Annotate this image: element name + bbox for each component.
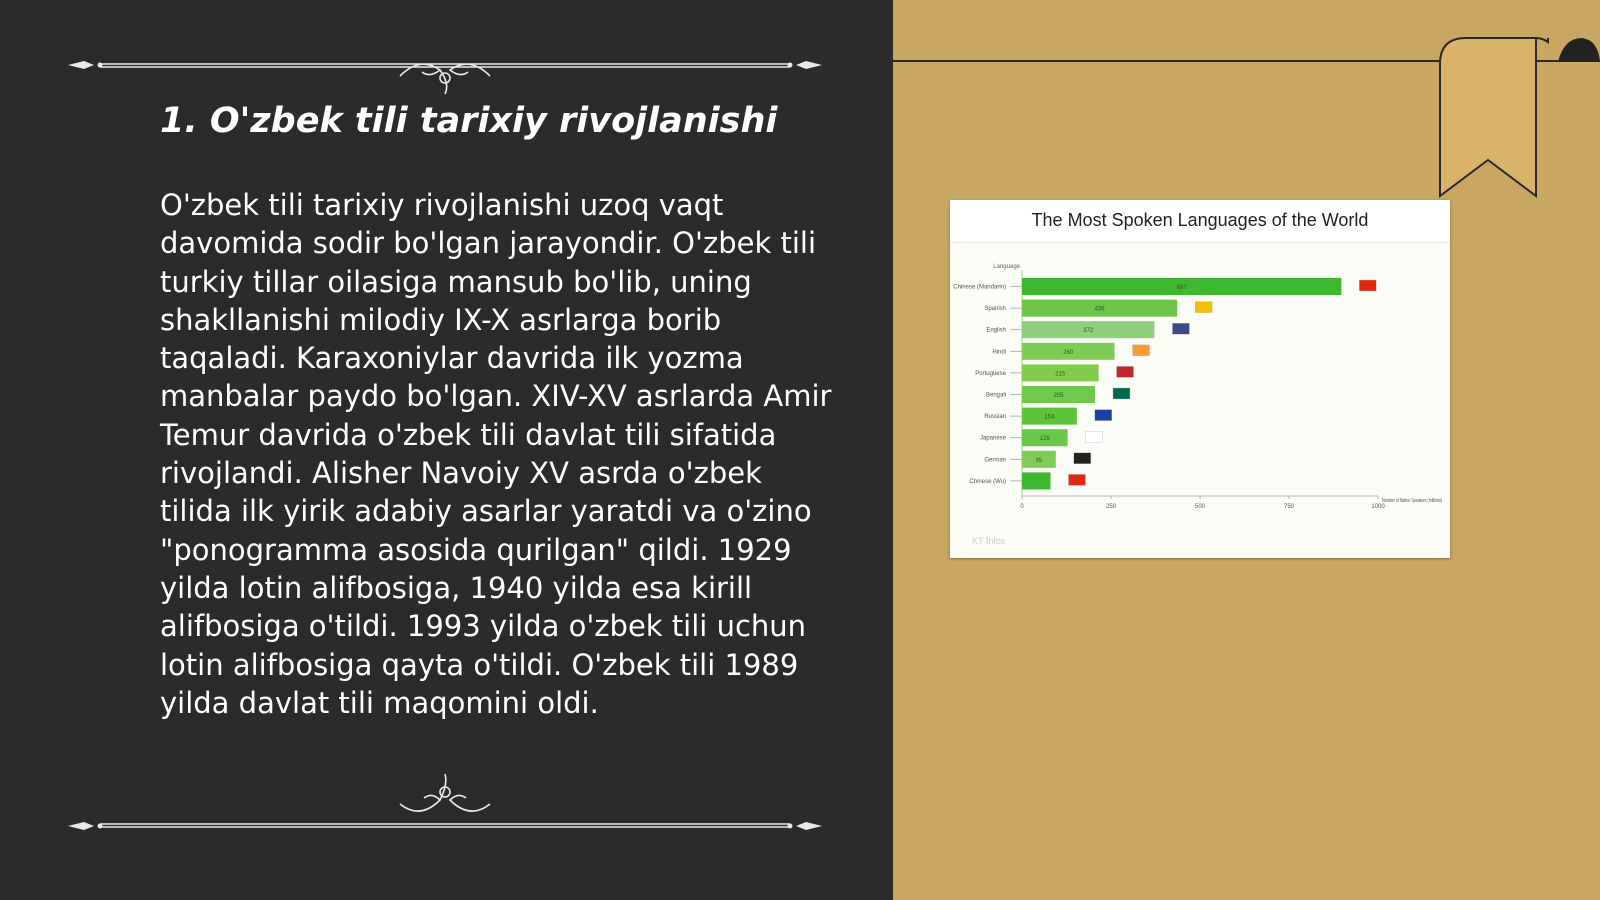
x-axis-label: Number of Native Speakers (millions)	[1382, 498, 1443, 504]
slide-body-text: O'zbek tili tarixiy rivojlanishi uzoq vaqt davomida sodir bo'lgan jarayondir. O'zbek tili turkiy tillar oilasiga mansub bo'lib, uning shakllanishi milodiy IX-X asrlarga borib taqaladi. Karaxoniylar davrida ilk yozma manbalar paydo bo'lgan. XIV-XV asrlarda Amir Temur davrida o'zbek tili davlat tili sifatida rivojlandi. Alisher Navoiy XV asrda o'zbek tilida ilk yirik adabiy asarlar yaratdi va o'zino "ponogramma asosida qurilgan" qildi. 1929 yilda lotin alifbosiga, 1940 yilda esa kirill alifbosiga o'tildi. 1993 yilda o'zbek tili uchun lotin alifbosiga qayta o'tildi. O'zbek tili 1989 yilda davlat tili maqomini oldi.	[160, 188, 832, 720]
japan-flag-icon	[1086, 431, 1103, 442]
y-axis-label: Language	[993, 264, 1020, 270]
category-label: Japanese	[979, 435, 1006, 442]
china-flag-icon	[1359, 280, 1376, 291]
category-label: English	[986, 327, 1006, 334]
uk-flag-icon	[1172, 323, 1189, 334]
data-label: 436	[1094, 306, 1105, 313]
data-label: 372	[1083, 328, 1094, 335]
category-label: Hindi	[992, 349, 1006, 356]
data-label: 205	[1053, 393, 1064, 399]
category-label: Russian	[984, 414, 1006, 421]
data-label: 215	[1055, 371, 1066, 378]
spain-flag-icon	[1195, 302, 1212, 313]
data-label: 128	[1039, 436, 1050, 443]
china-flag-icon	[1068, 474, 1085, 485]
category-label: Chinese (Wu)	[969, 478, 1006, 485]
bangladesh-flag-icon	[1113, 388, 1130, 399]
data-label: 260	[1063, 349, 1074, 356]
bookmark-icon	[1430, 30, 1600, 200]
category-label: Bengali	[985, 392, 1006, 399]
top-ornament-icon	[60, 36, 830, 96]
category-label: Chinese (Mandarin)	[953, 284, 1006, 291]
chart-image	[950, 200, 1450, 558]
chart-watermark: KT Infos	[972, 536, 1006, 546]
data-label: 95	[1035, 457, 1043, 464]
bottom-ornament-icon	[60, 770, 830, 830]
data-label: 897	[1176, 285, 1187, 291]
bar	[1022, 472, 1050, 489]
x-tick-label: 0	[1020, 504, 1024, 510]
category-label: Spanish	[984, 306, 1006, 313]
chart-header	[950, 200, 1450, 243]
x-tick-label: 500	[1194, 504, 1206, 510]
data-label: 154	[1044, 414, 1055, 421]
portugal-flag-icon	[1117, 366, 1134, 377]
germany-flag-icon	[1074, 453, 1091, 464]
x-tick-label: 1000	[1371, 504, 1385, 510]
category-label: Portuguese	[975, 370, 1006, 377]
x-tick-label: 250	[1105, 504, 1117, 510]
chart-title: The Most Spoken Languages of the World	[1031, 210, 1369, 230]
slide-title: 1. O'zbek tili tarixiy rivojlanishi	[160, 101, 778, 141]
india-flag-icon	[1133, 345, 1150, 356]
x-tick-label: 750	[1283, 504, 1295, 510]
bar-chart	[950, 242, 1450, 558]
category-label: German	[984, 457, 1006, 464]
russia-flag-icon	[1095, 410, 1112, 421]
